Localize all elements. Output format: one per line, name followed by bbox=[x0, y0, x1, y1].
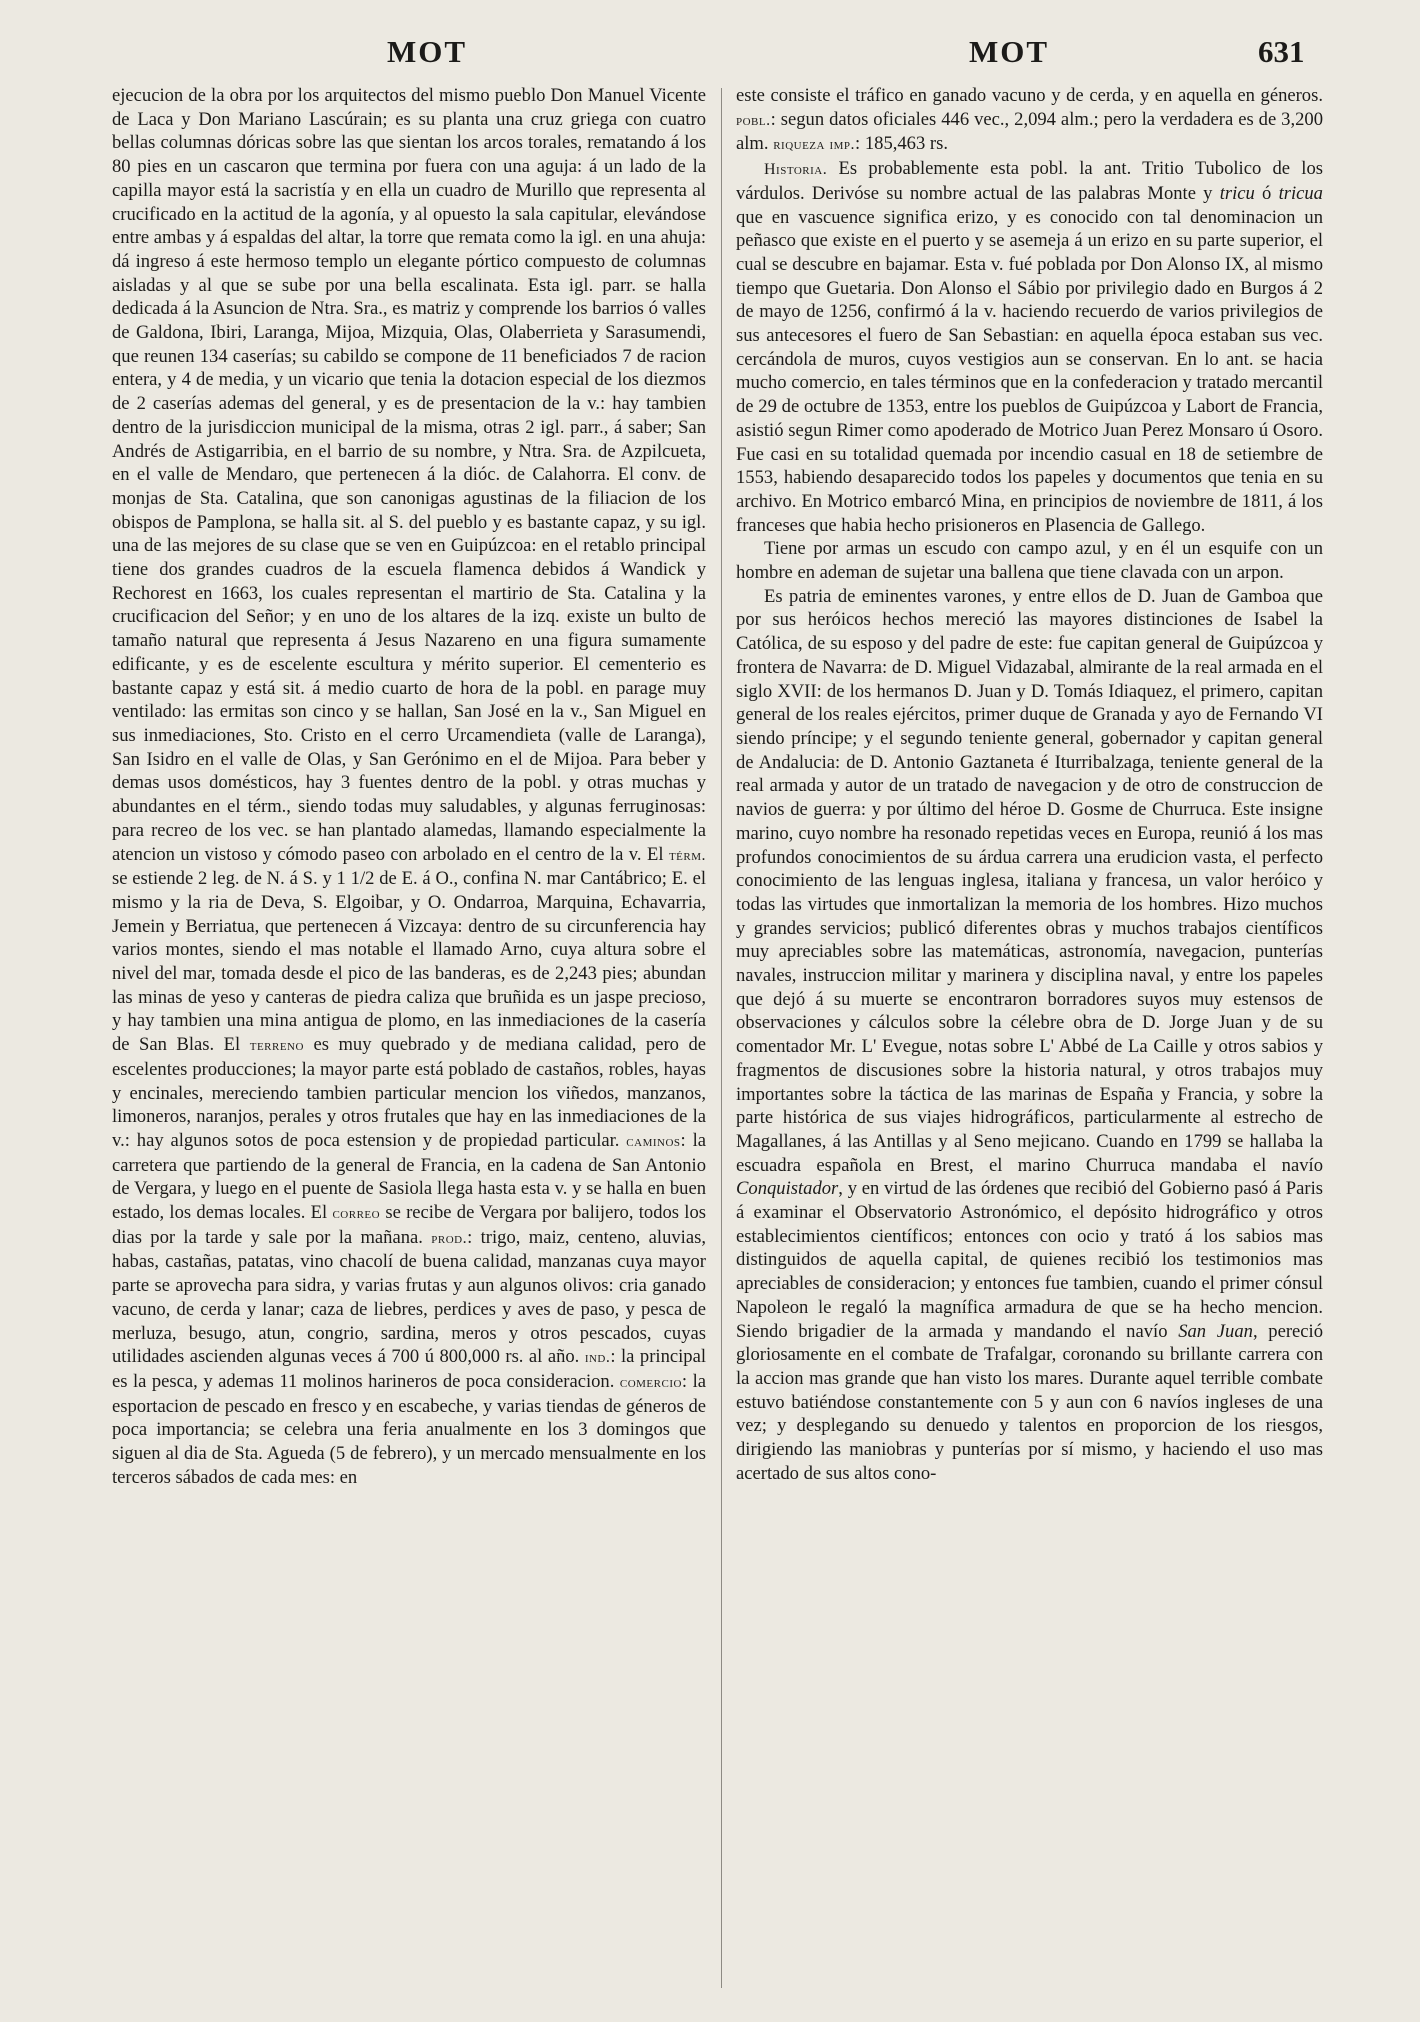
text-run: : trigo, maiz, centeno, aluvias, habas, castañas, patatas, vino chacolí de buena calidad, manzanas cuya mayor parte se aprovecha para sidra, y varias frutas y aun algunos olivos: cria ganado vacuno, de cerda y lanar; caza de liebres, perdices y aves de paso, y pesca de merluza, besugo, atun, congrio, sardina, meros y otros pescados, cuyas utilidades ascienden algunas veces á 700 ú 800,000 rs. al año. bbox=[112, 1226, 706, 1368]
column-divider bbox=[721, 88, 722, 1988]
section-keyword-comercio: comercio bbox=[619, 1373, 682, 1391]
text-run: se estiende 2 leg. de N. á S. y 1 1/2 de E. á O., confina N. mar Cantábrico; E. el mismo y la ria de Deva, S. Elgoibar, y O. Ondarroa, Marquina, Echavarria, Jemein y Berriatua, que pertenecen á Vizcaya: dentro de su circunferencia hay varios montes, siendo el mas notable el llamado Arno, cuya altura sobre el nivel del mar, tomada desde el pico de las banderas, es de 2,243 pies; abundan las minas de yeso y canteras de piedra caliza que bruñida es un jaspe precioso, y hay tambien una mina antigua de plomo, en las inmediaciones de la casería de San Blas. El bbox=[112, 868, 706, 1056]
text-run: : la esportacion de pescado en fresco y en escabeche, y varias tiendas de géneros de poca importancia; se celebra una feria anualmente en los 3 domingos que siguen al dia de Sta. Agueda (5 de febrero), y un mercado mensualmente en los terceros sábados de cada mes: en bbox=[112, 1370, 706, 1488]
page-number: 631 bbox=[1258, 34, 1305, 69]
section-keyword-term: térm. bbox=[668, 846, 706, 864]
section-keyword-ind: ind. bbox=[584, 1349, 611, 1367]
right-paragraph-1 bbox=[736, 84, 1323, 157]
section-keyword-terreno: terreno bbox=[249, 1037, 304, 1055]
text-run: este consiste el tráfico en ganado vacuno y de cerda, y en aquella en géneros. bbox=[736, 85, 1323, 106]
section-keyword-pobl: pobl. bbox=[736, 111, 771, 129]
right-paragraph-varones bbox=[736, 585, 1323, 1486]
italic-word: tricu bbox=[1219, 182, 1255, 204]
ship-name: Conquistador bbox=[736, 1178, 839, 1200]
left-paragraph-1 bbox=[112, 84, 706, 1489]
text-run: : segun datos oficiales 446 vec., 2,094 alm.; pero la verdadera es de 3,200 alm. bbox=[736, 108, 1323, 155]
section-keyword-prod: prod. bbox=[431, 1229, 468, 1247]
section-keyword-caminos: caminos bbox=[626, 1132, 681, 1150]
section-keyword-riqueza: riqueza imp. bbox=[773, 136, 856, 154]
ship-name: San Juan bbox=[1178, 1320, 1253, 1342]
text-run: : la carretera que partiendo de la general de Francia, en la cadena de San Antonio de Vergara, y luego en el puente de Sasiola llega hasta esta v. y se halla en buen estado, los demas locales. El bbox=[112, 1129, 706, 1224]
text-run: que en vascuence significa erizo, y es conocido con tal denominacion un peñasco que existe en el puerto y se asemeja á un erizo en su parte superior, el cual se descubre en bajamar. Esta v. fué poblada por Don Alonso IX, al mismo tiempo que Guetaria. Don Alonso el Sábio por privilegio dado en Burgos á 2 de mayo de 1256, confirmó á la v. haciendo recuerdo de varios privilegios de sus antecesores el fuero de San Sebastian: en aquella época estaban sus vec. cercándola de muros, cuyos vestigios aun se conservan. En lo ant. se hacia mucho comercio, en tales términos que en la confederacion y tratado mercantil de 29 de octubre de 1353, entre los pueblos de Guipúzcoa y Labort de Francia, asistió segun Rimer como apoderado de Motrico Juan Perez Monsaro ú Osoro. Fue casi en su totalidad quemada por incendio casual en 18 de setiembre de 1553, habiendo desaparecido todos los papeles y documentos que tenia en su archivo. En Motrico embarcó Mina, en principios de noviembre de 1811, á los franceses que habia hecho prisioneros en Plasencia de Gallego. bbox=[736, 206, 1323, 536]
header-left-word: MOT bbox=[387, 34, 468, 69]
running-header bbox=[0, 34, 1420, 80]
section-keyword-correo: correo bbox=[332, 1205, 381, 1223]
section-keyword-historia: Historia. bbox=[764, 161, 828, 179]
text-run: , y en virtud de las órdenes que recibió del Gobierno pasó á Paris á examinar el Observatorio Astronómico, el depósito hidrográfico y otros establecimientos científicos; entonces con ocio y trató á los sabios mas distinguidos de aquella capital, de quienes recibió los testimonios mas apreciables de consideracion; y entonces fue tambien, cuando el primer cónsul Napoleon le regaló la magnífica armadura de que se ha hecho mencion. Siendo brigadier de la armada y mandando el navío bbox=[736, 1178, 1323, 1342]
text-run: es muy quebrado y de mediana calidad, pero de escelentes producciones; la mayor parte está poblado de castaños, robles, hayas y encinales, mereciendo tambien particular mencion los viñedos, manzanos, limoneros, naranjos, perales y otros frutales que hay en las inmediaciones de la v.: hay algunos sotos de poca estension y de propiedad particular. bbox=[112, 1034, 706, 1151]
text-run: Es patria de eminentes varones, y entre ellos de D. Juan de Gamboa que por sus heróicos hechos mereció las mayores distinciones de Isabel la Católica, de su esposo y del padre de este: fue capitan general de Guipúzcoa y frontera de Navarra: de D. Miguel Vidazabal, almirante de la real armada en el siglo XVII: de los hermanos D. Juan y D. Tomás Idiaquez, el primero, capitan general de los reales ejércitos, primer duque de Granada y ayo de Fernando VI siendo príncipe; y el segundo teniente general, gobernador y capitan general de Andalucia: de D. Antonio Gaztaneta é Iturribalzaga, teniente general de la real armada y autor de un tratado de navegacion y de otro de construccion de navios de guerra: y por último del héroe D. Gosme de Churruca. Este insigne marino, cuyo nombre ha resonado repetidas veces en Europa, reunió á los mas profundos conocimientos de su árdua carrera una erudicion vasta, el perfecto conocimiento de las lenguas inglesa, italiana y francesa, un valor heróico y todas las virtudes que inmortalizan la memoria de los hombres. Hizo muchos y grandes servicios; publicó diferentes obras y muchos trabajos científicos muy apreciables sobre las matemáticas, astronomía, navegacion, punterías navales, instruccion militar y marinera y disciplina naval, y entre los papeles que dejó á su muerte se encontraron borradores suyos muy estensos de observaciones y cálculos sobre la célebre obra de D. Jorge Juan y de su comentador Mr. L' Evegue, notas sobre L' Abbé de La Caille y otros sabios y fragmentos de discusiones sobre la historia natural, y otros trabajos muy importantes sobre la táctica de las marinas de España y Francia, y sobre la parte histórica de sus viajes hidrográficos, particularmente al estrecho de Magallanes, á las Antillas y al Seno mejicano. Cuando en 1799 se hallaba la escuadra española en Brest, el marino Churruca mandaba el navío bbox=[736, 585, 1323, 1176]
text-run: : 185,463 rs. bbox=[855, 133, 948, 155]
left-column bbox=[112, 84, 706, 2000]
text-run: ejecucion de la obra por los arquitectos del mismo pueblo Don Manuel Vicente de Laca y Don Mariano Lascúrain; es su planta una cruz griega con cuatro bellas columnas dóricas sobre las que sientan los arcos torales, rematando á los 80 pies en un cascaron que termina por fuera con una aguja: á un lado de la capilla mayor está la sacristía y en ella un cuadro de Murillo que representa al crucificado en la actitud de la agonía, y al opuesto la sala capitular, elevándose entre ambas y á espaldas del altar, la torre que remata como la igl. en una ahuja: dá ingreso á este hermoso templo un elegante pórtico compuesto de columnas aisladas y al que se sube por una bella escalinata. Esta igl. parr. se halla dedicada á la Asuncion de Ntra. Sra., es matriz y comprende los barrios ó valles de Galdona, Ibiri, Laranga, Mijoa, Mizquia, Olas, Olaberrieta y Sarasumendi, que reunen 134 caserías; su cabildo se compone de 11 beneficiados 7 de racion entera, y 4 de media, y un vicario que tenia la dotacion especial de los diezmos de 2 caserías ademas del general, y es de presentacion de la v.: hay tambien dentro de la jurisdiccion municipal de la misma, otras 2 igl. parr., á saber; San Andrés de Astigarribia, en el barrio de su nombre, y Ntra. Sra. de Azpilcueta, en el valle de Mendaro, que pertenecen á la dióc. de Calahorra. El conv. de monjas de Sta. Catalina, que son canonigas agustinas de la filiacion de los obispos de Pamplona, se halla sit. al S. del pueblo y es bastante capaz, y su igl. una de las mejores de su clase que se ven en Guipúzcoa: en el retablo principal tiene dos grandes cuadros de la escuela flamenca debidos á Wandick y Rechorest en 1663, los cuales representan el martirio de Sta. Catalina y la crucificacion del Señor; y en uno de los altares de la izq. existe un bulto de tamaño natural que representa á Jesus Nazareno en una figura sumamente edificante, y es de escelente escultura y mérito superior. El cementerio es bastante capaz y está sit. á medio cuarto de hora de la pobl. en parage muy ventilado: las ermitas son cinco y se hallan, San José en la v., San Miguel en sus inmediaciones, Sto. Cristo en el cerro Urcamendieta (valle de Laranga), San Isidro en el valle de Olas, y San Gerónimo en el de Mijoa. Para beber y demas usos domésticos, hay 3 fuentes dentro de la pobl. y otras muchas y abundantes en el térm., siendo todas muy saludables, y algunas ferruginosas: para recreo de los vec. se han plantado alamedas, llamando especialmente la atencion un vistoso y cómodo paseo con arbolado en el centro de la v. El bbox=[112, 85, 706, 865]
right-paragraph-armas: Tiene por armas un escudo con campo azul, y en él un esquife con un hombre en ademan de sujetar una ballena que tiene clavada con un arpon. bbox=[736, 538, 1323, 584]
italic-word: tricua bbox=[1278, 182, 1323, 204]
text-run: se recibe de Vergara por balijero, todos los dias por la tarde y sale por la mañana. bbox=[112, 1202, 706, 1248]
text-run: Es probablemente esta pobl. la ant. Tritio Tubolico de los várdulos. Derivóse su nombre actual de las palabras Monte y bbox=[736, 158, 1323, 204]
right-paragraph-historia bbox=[736, 157, 1323, 537]
text-run: : la principal es la pesca, y ademas 11 molinos harineros de poca consideracion. bbox=[112, 1346, 706, 1392]
text-run: , pereció gloriosamente en el combate de Trafalgar, coronando su brillante carrera con la accion mas grande que han visto los mares. Durante aquel terrible combate estuvo batiéndose constantemente con 5 y aun con 6 navíos ingleses de una vez; y desplegando su denuedo y talentos en proporcion de los riesgos, dirigiendo las maniobras y punterías por sí mismo, y haciendo el uso mas acertado de sus altos cono- bbox=[736, 1320, 1323, 1484]
text-run: ó bbox=[1262, 182, 1272, 204]
header-center-word: MOT bbox=[969, 34, 1050, 69]
right-column bbox=[736, 84, 1323, 2000]
